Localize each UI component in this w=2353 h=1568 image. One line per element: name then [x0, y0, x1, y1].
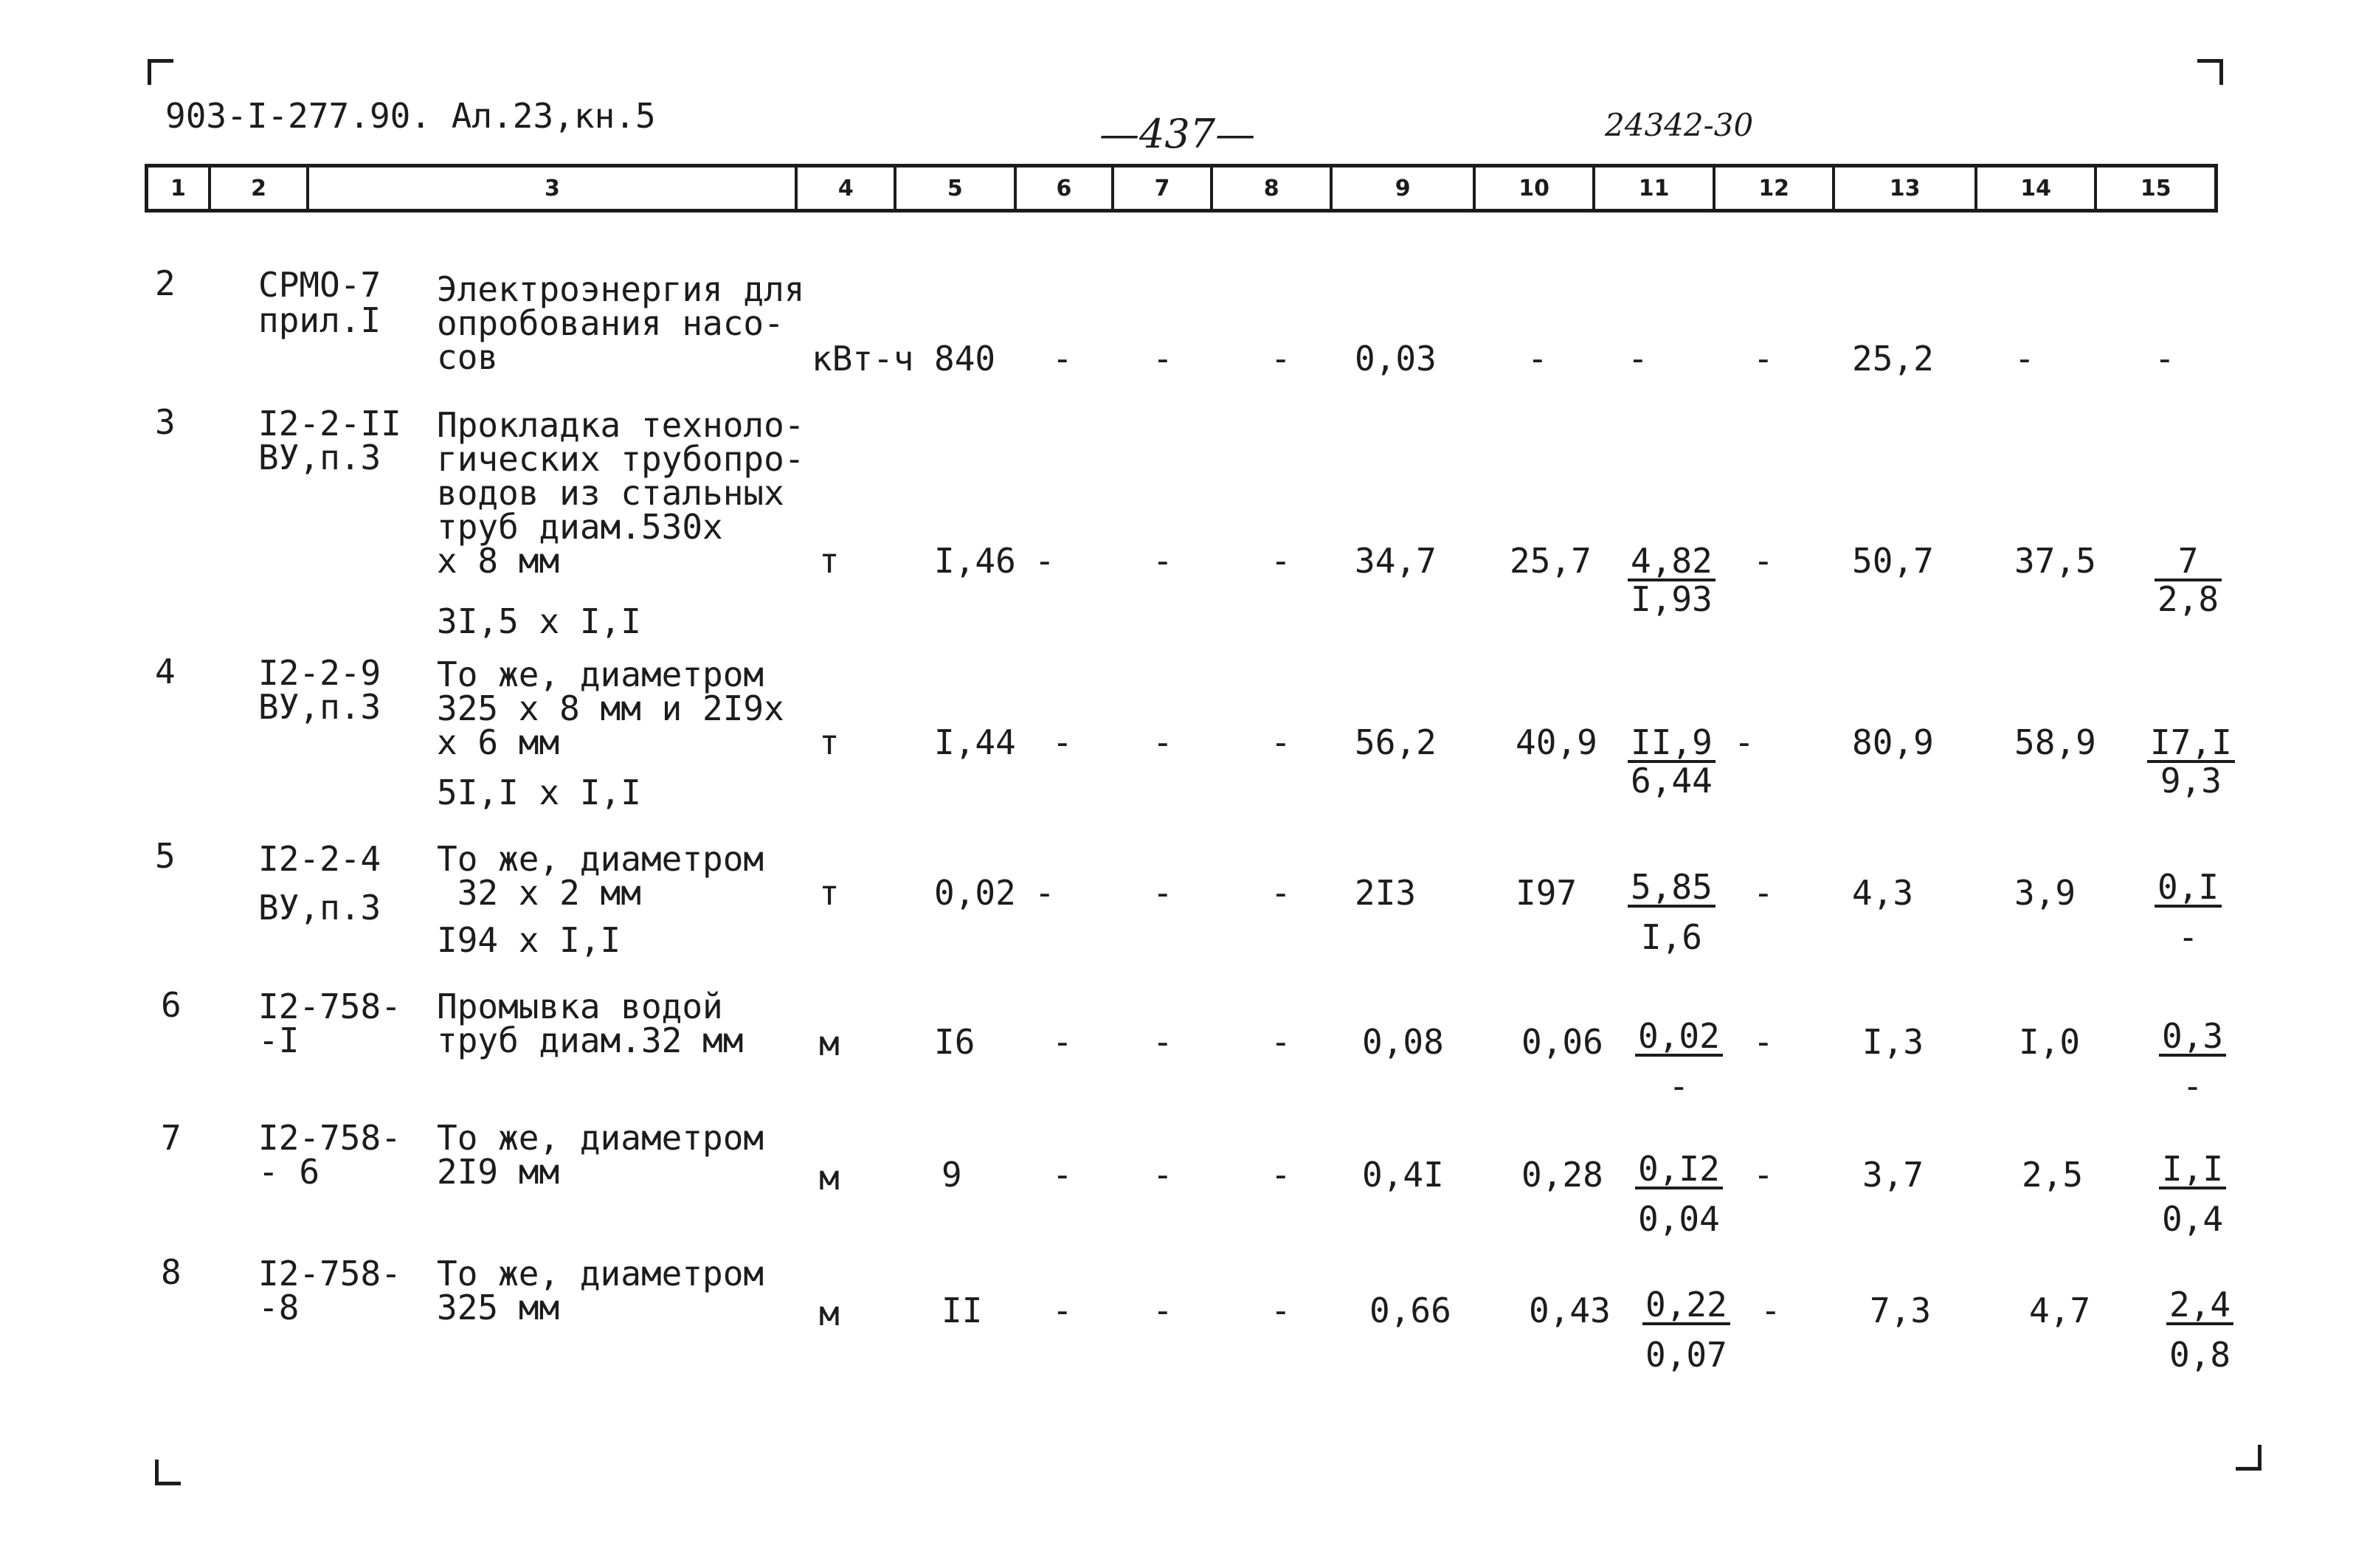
column-header: 9	[1333, 167, 1475, 209]
fraction-denominator: 0,07	[1645, 1335, 1727, 1375]
column-header: 12	[1715, 167, 1836, 209]
cell-col12: -	[1753, 873, 1774, 913]
cell-col6: -	[1052, 339, 1073, 379]
cell-col7: -	[1153, 339, 1173, 379]
fraction-denominator: -	[1668, 1066, 1690, 1106]
cell-col13: I,3	[1862, 1022, 1924, 1062]
cell-col6: -	[1034, 873, 1055, 913]
cell-col10: 25,7	[1510, 541, 1592, 581]
cell-col11-fraction	[1628, 722, 1715, 801]
cell-col9: 0,08	[1362, 1022, 1444, 1062]
cell-col11-fraction	[1628, 869, 1715, 955]
cell-col7: -	[1153, 1155, 1173, 1195]
column-header: 14	[1977, 167, 2098, 209]
cell-col12: -	[1753, 1155, 1774, 1195]
cell-col14: I,0	[2019, 1022, 2081, 1062]
row-number: 3	[155, 402, 176, 442]
fraction-numerator: 4,82	[1628, 543, 1715, 581]
cell-col13: 25,2	[1852, 339, 1934, 379]
weight-note: I94 х I,I	[437, 920, 621, 960]
quantity: I6	[934, 1022, 975, 1062]
work-description: труб диам.530х	[437, 507, 723, 547]
norm-code: I2-2-4	[258, 839, 381, 879]
unit: т	[819, 541, 840, 581]
column-header: 7	[1114, 167, 1213, 209]
norm-code: I2-2-II	[258, 404, 401, 443]
work-description: х 8 мм	[437, 541, 560, 581]
cell-col15-fraction	[2155, 869, 2222, 955]
cell-col15-fraction	[2147, 722, 2235, 801]
work-description: Промывка водой	[437, 987, 723, 1026]
cell-col10: I97	[1516, 873, 1578, 913]
cell-col14: 3,9	[2014, 873, 2076, 913]
unit: м	[819, 1294, 840, 1333]
work-description: водов из стальных	[437, 473, 784, 513]
fraction-denominator: 2,8	[2157, 579, 2219, 619]
column-header-row	[145, 164, 2218, 213]
row-number: 5	[155, 836, 176, 876]
fraction-denominator: 9,3	[2160, 761, 2222, 801]
fraction-numerator: I,I	[2159, 1151, 2226, 1189]
cell-col6: -	[1034, 541, 1055, 581]
work-description: опробования насо-	[437, 303, 784, 343]
cell-col15-fraction	[2155, 543, 2222, 617]
cell-col11-fraction	[1635, 1151, 1723, 1237]
norm-code: ВУ,п.3	[258, 888, 381, 928]
work-description: 325 х 8 мм и 2I9х	[437, 688, 784, 728]
column-header: 1	[148, 167, 211, 209]
cell-col10: 0,28	[1521, 1155, 1603, 1195]
norm-code: ВУ,п.3	[258, 687, 381, 727]
work-description: 32 х 2 мм	[437, 873, 641, 913]
quantity: II	[941, 1291, 983, 1330]
cell-col13: 4,3	[1852, 873, 1914, 913]
norm-code: ВУ,п.3	[258, 438, 381, 477]
work-description: сов	[437, 337, 499, 377]
cell-col8: -	[1271, 1022, 1291, 1062]
weight-note: 5I,I х I,I	[437, 773, 641, 812]
cell-col6: -	[1052, 1155, 1073, 1195]
work-description: гических трубопро-	[437, 439, 805, 479]
corner-mark-bottom-right	[2236, 1445, 2262, 1471]
column-header: 8	[1213, 167, 1333, 209]
work-description: То же, диаметром	[437, 655, 764, 694]
fraction-numerator: 0,3	[2159, 1018, 2226, 1057]
norm-code: I2-758-	[258, 1254, 401, 1294]
work-description: То же, диаметром	[437, 839, 764, 879]
cell-col9: 34,7	[1355, 541, 1437, 581]
cell-col12: -	[1753, 541, 1774, 581]
cell-col9: 56,2	[1355, 722, 1437, 762]
row-number: 8	[161, 1252, 182, 1292]
fraction-denominator: 0,8	[2169, 1335, 2231, 1375]
cell-col7: -	[1153, 722, 1173, 762]
row-number: 2	[155, 263, 176, 303]
column-header: 15	[2140, 175, 2171, 201]
column-header: 4	[798, 167, 896, 209]
cell-col6: -	[1052, 1291, 1073, 1330]
cell-col7: -	[1153, 873, 1173, 913]
cell-col10: -	[1527, 339, 1548, 379]
cell-col11-fraction	[1635, 1018, 1723, 1104]
norm-code: -8	[258, 1288, 300, 1327]
fraction-denominator: -	[2177, 917, 2199, 957]
quantity: I,44	[934, 722, 1016, 762]
work-description: 325 мм	[437, 1288, 560, 1327]
work-description: труб диам.32 мм	[437, 1020, 744, 1060]
cell-col9: 2I3	[1355, 873, 1417, 913]
cell-col12: -	[1753, 1022, 1774, 1062]
page-number: —437—	[1099, 111, 1256, 157]
column-header: 11	[1595, 167, 1715, 209]
document-code: 903-I-277.90. Ал.23,кн.5	[165, 96, 656, 136]
quantity: 9	[941, 1155, 962, 1195]
unit: кВт-ч	[812, 339, 914, 379]
column-header: 13	[1835, 167, 1977, 209]
norm-code: I2-2-9	[258, 653, 381, 693]
cell-col8: -	[1271, 541, 1291, 581]
fraction-denominator: -	[2182, 1066, 2203, 1106]
fraction-denominator: 0,4	[2162, 1199, 2224, 1239]
cell-col15: -	[2155, 339, 2175, 379]
cell-col10: 0,06	[1521, 1022, 1603, 1062]
cell-col13: 3,7	[1862, 1155, 1924, 1195]
unit: т	[819, 873, 840, 913]
unit: м	[819, 1158, 840, 1198]
cell-col12: -	[1761, 1291, 1781, 1330]
cell-col11-fraction	[1642, 1285, 1730, 1375]
fraction-numerator: I7,I	[2147, 725, 2235, 763]
cell-col7: -	[1153, 1022, 1173, 1062]
cell-col8: -	[1271, 873, 1291, 913]
cell-col9: 0,4I	[1362, 1155, 1444, 1195]
norm-code: I2-758-	[258, 987, 401, 1026]
cell-col8: -	[1271, 1155, 1291, 1195]
work-description: То же, диаметром	[437, 1118, 764, 1158]
corner-mark-top-left	[148, 59, 173, 85]
fraction-denominator: I,93	[1631, 579, 1713, 619]
cell-col6: -	[1052, 722, 1073, 762]
column-header: 5	[896, 167, 1017, 209]
cell-col12: -	[1753, 339, 1774, 379]
cell-col15-fraction	[2159, 1018, 2226, 1104]
norm-code: -I	[258, 1020, 300, 1060]
row-number: 7	[161, 1118, 182, 1158]
fraction-numerator: II,9	[1628, 725, 1715, 763]
unit: т	[819, 722, 840, 762]
cell-col13: 80,9	[1852, 722, 1934, 762]
fraction-numerator: 5,85	[1628, 869, 1715, 908]
column-header: 6	[1017, 167, 1115, 209]
cell-col8: -	[1271, 722, 1291, 762]
quantity: I,46	[934, 541, 1016, 581]
norm-code: - 6	[258, 1152, 320, 1192]
cell-col14: 4,7	[2029, 1291, 2091, 1330]
norm-code: I2-758-	[258, 1118, 401, 1158]
cell-col11: -	[1628, 339, 1648, 379]
row-number: 4	[155, 652, 176, 691]
fraction-numerator: 2,4	[2166, 1287, 2233, 1325]
cell-col7: -	[1153, 541, 1173, 581]
fraction-numerator: 0,I2	[1635, 1151, 1723, 1189]
work-description: 2I9 мм	[437, 1152, 560, 1192]
cell-col14: 58,9	[2014, 722, 2096, 762]
cell-col12: -	[1734, 722, 1755, 762]
work-description: То же, диаметром	[437, 1254, 764, 1294]
column-header: 2	[211, 167, 310, 209]
cell-col7: -	[1153, 1291, 1173, 1330]
cell-col9: 0,03	[1355, 339, 1437, 379]
column-header: 3	[309, 167, 798, 209]
cell-col14: -	[2014, 339, 2035, 379]
cell-col8: -	[1271, 1291, 1291, 1330]
fraction-denominator: I,6	[1640, 917, 1702, 957]
unit: м	[819, 1023, 840, 1063]
cell-col9: 0,66	[1369, 1291, 1451, 1330]
cell-col13: 7,3	[1870, 1291, 1932, 1330]
quantity: 840	[934, 339, 996, 379]
norm-code: прил.I	[258, 300, 381, 340]
weight-note: 3I,5 х I,I	[437, 601, 641, 641]
fraction-numerator: 0,I	[2155, 869, 2222, 908]
corner-mark-bottom-left	[155, 1460, 181, 1485]
cell-col14: 2,5	[2022, 1155, 2084, 1195]
cell-col6: -	[1052, 1022, 1073, 1062]
work-description: Прокладка техноло-	[437, 405, 805, 445]
work-description: х 6 мм	[437, 722, 560, 762]
archive-stamp: 24342-30	[1605, 107, 1754, 143]
fraction-numerator: 0,02	[1635, 1018, 1723, 1057]
cell-col15-fraction	[2159, 1151, 2226, 1237]
row-number: 6	[161, 985, 182, 1025]
cell-col8: -	[1271, 339, 1291, 379]
cell-col14: 37,5	[2014, 541, 2096, 581]
cell-col10: 40,9	[1516, 722, 1597, 762]
quantity: 0,02	[934, 873, 1016, 913]
cell-col10: 0,43	[1529, 1291, 1611, 1330]
norm-code: СРМО-7	[258, 265, 381, 305]
cell-col11-fraction	[1628, 543, 1715, 617]
fraction-denominator: 0,04	[1638, 1199, 1720, 1239]
corner-mark-top-right	[2197, 59, 2223, 85]
column-header: 10	[1476, 167, 1596, 209]
work-description: Электроэнергия для	[437, 269, 805, 309]
fraction-numerator: 0,22	[1642, 1287, 1730, 1325]
fraction-denominator: 6,44	[1631, 761, 1713, 801]
fraction-numerator: 7	[2155, 543, 2222, 581]
cell-col13: 50,7	[1852, 541, 1934, 581]
cell-col15-fraction	[2166, 1285, 2233, 1375]
